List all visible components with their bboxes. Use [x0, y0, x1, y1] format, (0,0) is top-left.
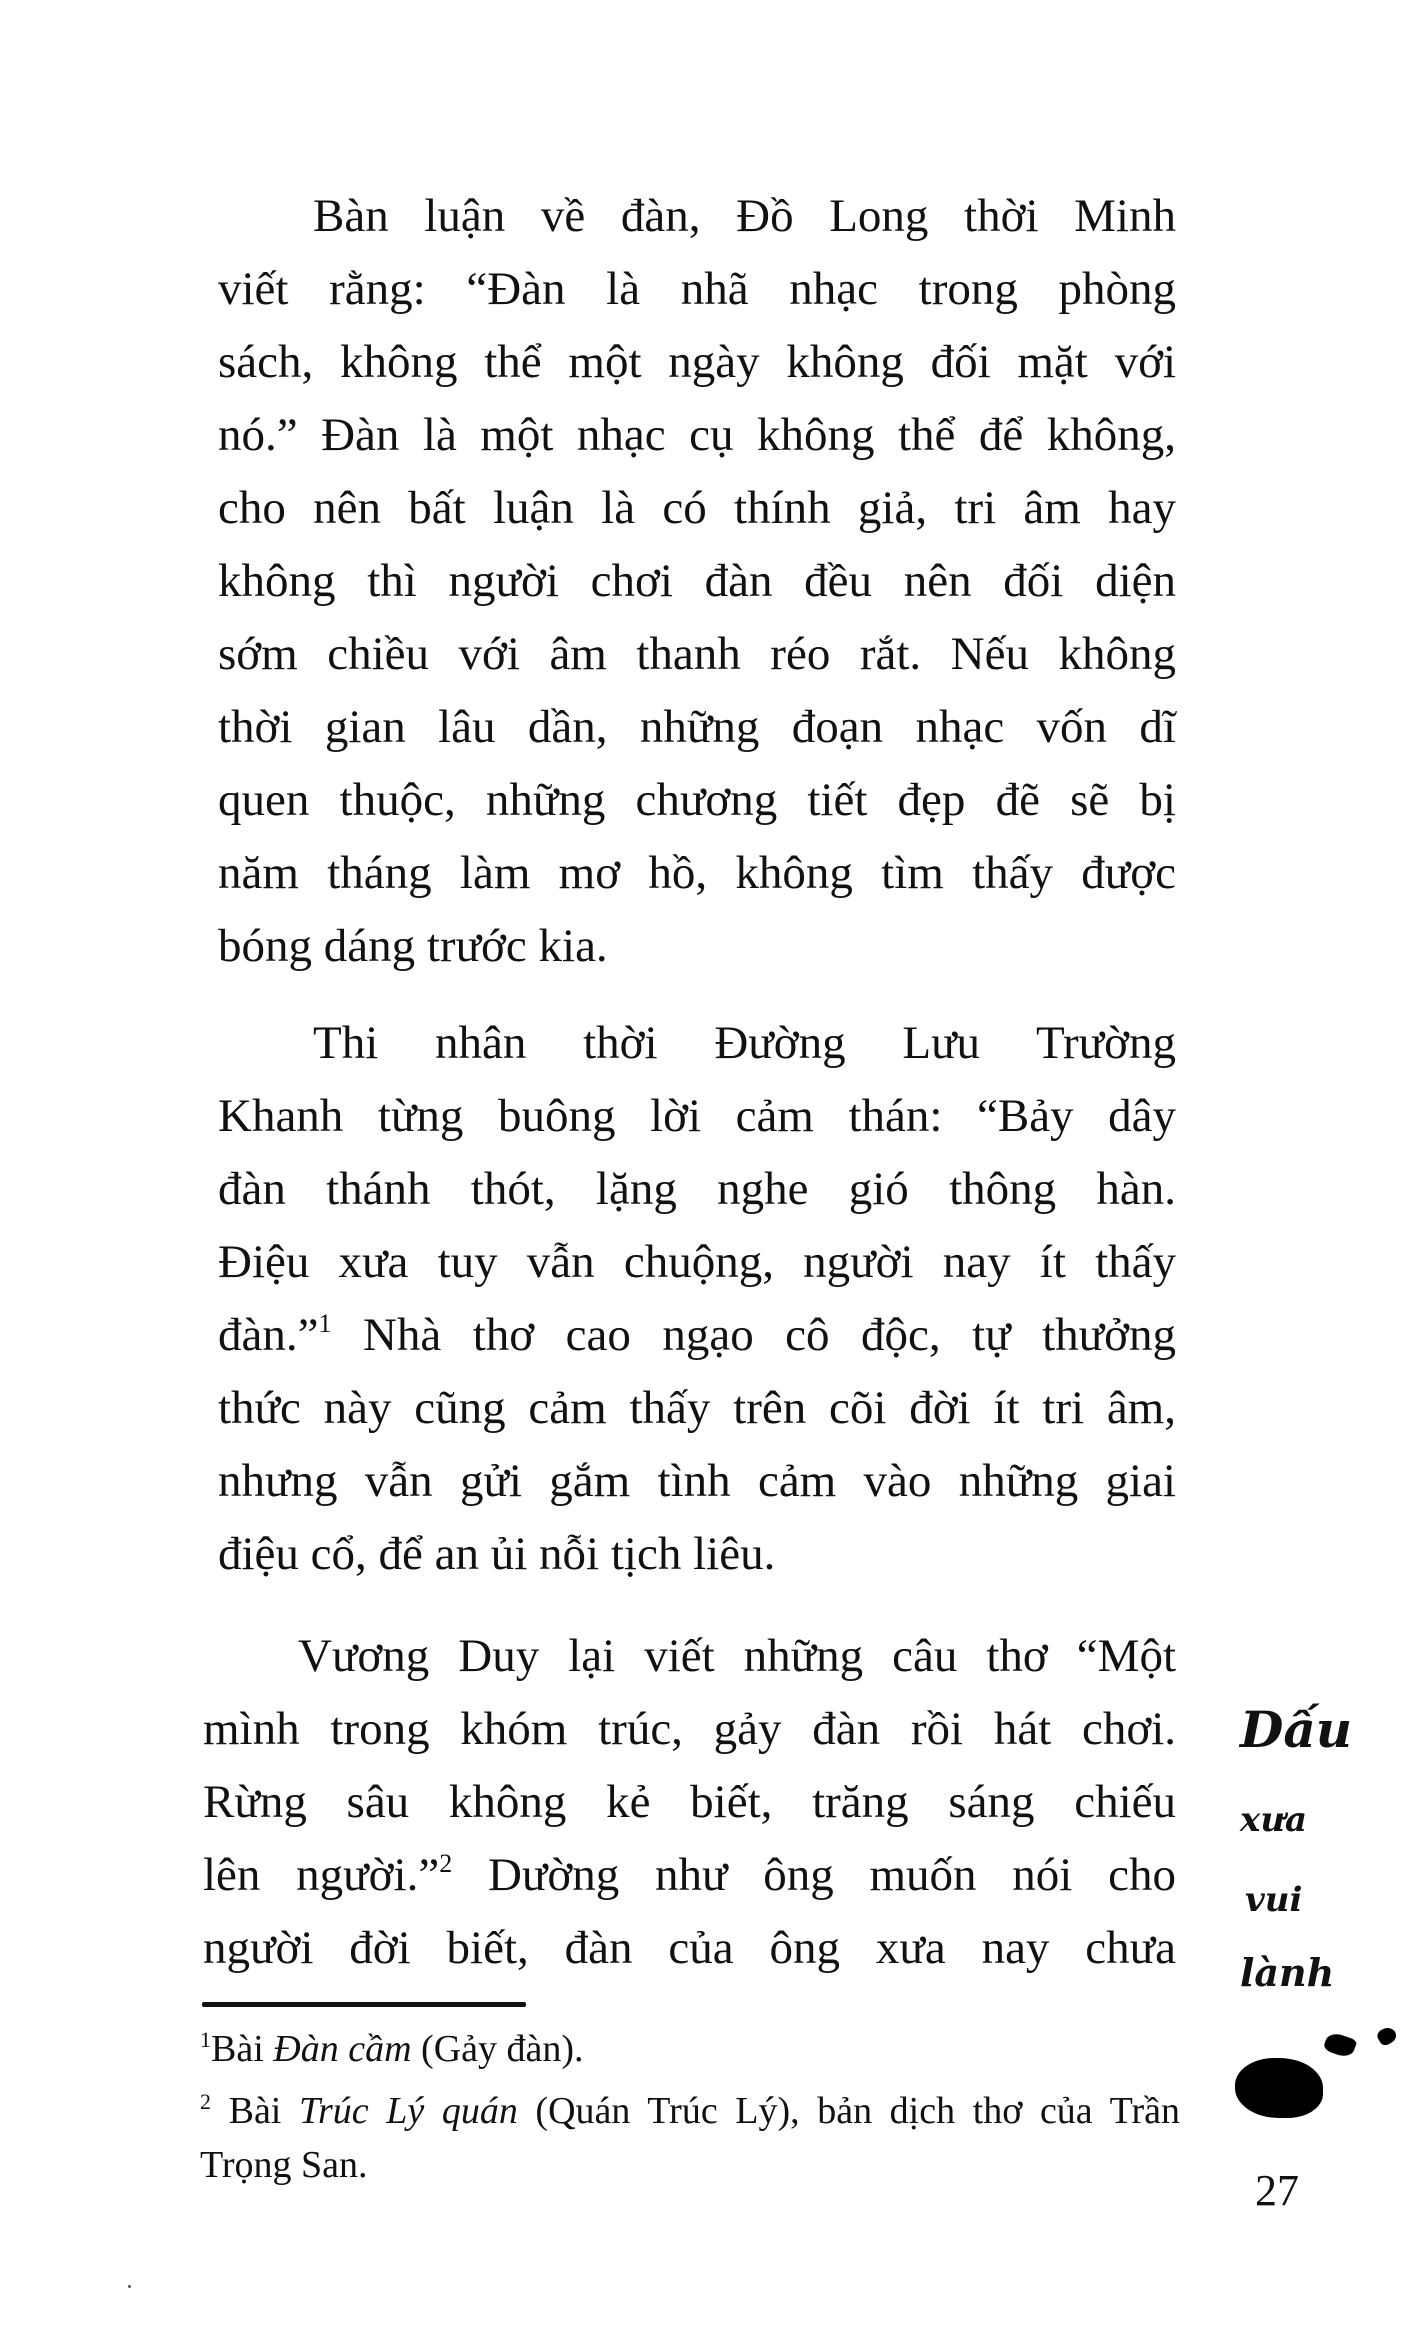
text-fragment: lên người.”: [203, 1849, 440, 1901]
text-line: cho nên bất luận là có thính giả, tri âm hay: [218, 482, 1176, 534]
side-title-word: Dấu: [1240, 1700, 1353, 1759]
footnote-1: [200, 2022, 1180, 2076]
text-line: mình trong khóm trúc, gảy đàn rồi hát chơi.: [203, 1703, 1176, 1755]
footnote-text: (Quán Trúc Lý), bản dịch thơ của Trần Trọng San.: [200, 2090, 1180, 2186]
paragraph-1: [218, 180, 1176, 983]
text-line: người đời biết, đàn của ông xưa nay chưa: [203, 1922, 1176, 1974]
footnote-text: (Gảy đàn).: [411, 2028, 584, 2070]
footnote-text: Bài: [228, 2090, 299, 2132]
paragraph-2: [218, 1007, 1176, 1591]
text-fragment: Nhà thơ cao ngạo cô độc, tự thưởng: [362, 1309, 1177, 1361]
text-line: thức này cũng cảm thấy trên cõi đời ít tri âm,: [218, 1382, 1176, 1434]
paragraph-3: [203, 1620, 1176, 1985]
text-line: Điệu xưa tuy vẫn chuộng, người nay ít thấy: [218, 1236, 1176, 1288]
text-line: bóng dáng trước kia.: [218, 920, 608, 972]
text-line: [218, 1299, 1176, 1372]
text-line: nhưng vẫn gửi gắm tình cảm vào những giai: [218, 1455, 1176, 1507]
text-line: Thi nhân thời Đường Lưu Trường: [313, 1017, 1176, 1069]
footnote-2: [200, 2084, 1180, 2192]
page-number: 27: [1255, 2166, 1299, 2215]
side-title-word: lành: [1240, 1950, 1335, 1995]
text-line: không thì người chơi đàn đều nên đối diện: [218, 555, 1176, 607]
text-line: nó.” Đàn là một nhạc cụ không thể để không,: [218, 409, 1176, 461]
text-line: Vương Duy lại viết những câu thơ “Một: [298, 1630, 1176, 1682]
fish-decoration-icon: [1375, 2025, 1399, 2048]
text-line: điệu cổ, để an ủi nỗi tịch liêu.: [218, 1528, 776, 1580]
footnote-ref-2[interactable]: 2: [439, 1849, 453, 1878]
fish-decoration-icon: [1322, 2030, 1357, 2059]
side-title-word: vui: [1245, 1880, 1303, 1920]
footnote-divider: [202, 2002, 526, 2007]
footnote-text: Bài: [211, 2028, 274, 2070]
text-line: viết rằng: “Đàn là nhã nhạc trong phòng: [218, 263, 1176, 315]
text-line: đàn thánh thót, lặng nghe gió thông hàn.: [218, 1163, 1176, 1215]
text-line: Khanh từng buông lời cảm thán: “Bảy dây: [218, 1090, 1176, 1142]
footnote-title: Trúc Lý quán: [298, 2090, 518, 2132]
text-line: Bàn luận về đàn, Đồ Long thời Minh: [313, 190, 1176, 242]
text-line: quen thuộc, những chương tiết đẹp đẽ sẽ bị: [218, 774, 1176, 826]
text-line: [203, 1839, 1176, 1912]
text-line: sớm chiều với âm thanh réo rắt. Nếu không: [218, 628, 1176, 680]
text-fragment: Dường như ông muốn nói cho: [487, 1849, 1176, 1901]
ink-blot-decoration: [1235, 2058, 1323, 2118]
speck: [128, 2285, 131, 2288]
footnote-number: 2: [200, 2089, 211, 2114]
side-title-word: xưa: [1240, 1800, 1308, 1840]
footnote-number: 1: [200, 2027, 211, 2052]
text-line: năm tháng làm mơ hồ, không tìm thấy được: [218, 847, 1176, 899]
text-fragment: đàn.”: [218, 1309, 319, 1361]
text-line: sách, không thể một ngày không đối mặt với: [218, 336, 1176, 388]
footnote-title: Đàn cầm: [273, 2028, 412, 2070]
text-line: Rừng sâu không kẻ biết, trăng sáng chiếu: [203, 1776, 1176, 1828]
text-line: thời gian lâu dần, những đoạn nhạc vốn dĩ: [218, 701, 1176, 753]
footnote-ref-1[interactable]: 1: [318, 1309, 332, 1338]
